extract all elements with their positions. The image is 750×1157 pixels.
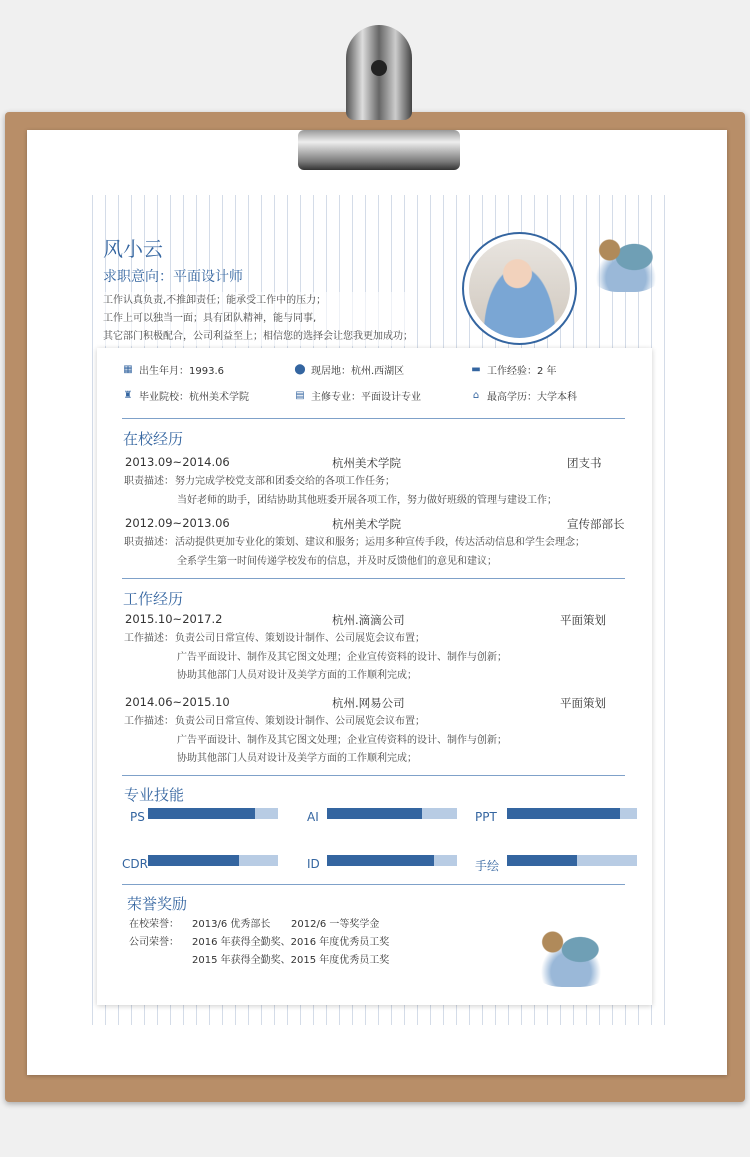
info-item [294,362,404,377]
entry-role: 宣传部部长 [567,517,625,531]
entry-label: 职责描述： [124,476,174,487]
skill-bar-fill [327,855,434,866]
skill-bar-fill [327,808,422,819]
entry-organization: 杭州美术学院 [332,456,401,470]
honor-item: 2013/6 优秀部长 [192,919,271,930]
self-intro [103,292,413,346]
skill-bar [327,855,457,866]
bird-illustration [525,912,617,987]
briefcase-icon: ▬ [471,364,481,375]
section-title-honors: 荣誉奖励 [127,895,188,913]
info-text: 出生年月：1993.6 [139,366,224,377]
info-text: 毕业院校：杭州美术学院 [139,392,249,403]
intro-line: 其它部门积极配合，公司利益至上；相信您的选择会让您我更加成功； [103,331,413,342]
skill-bar [507,808,637,819]
section-title-school: 在校经历 [123,430,184,448]
entry-label: 职责描述： [124,537,174,548]
intro-line: 工作认真负责,不推卸责任；能承受工作中的压力； [103,295,327,306]
entry-line: 全系学生第一时间传递学校发布的信息，并及时反馈他们的意见和建议； [177,555,497,567]
entry-organization: 杭州.网易公司 [332,696,405,710]
info-item [470,388,577,403]
honor-school-label: 在校荣誉： [129,919,179,930]
skill-label-ID: ID [307,857,320,871]
entry-organization: 杭州.滴滴公司 [332,613,405,627]
entry-line: 广告平面设计、制作及其它图文处理；企业宣传资料的设计、制作与创新； [177,651,507,663]
entry-organization: 杭州美术学院 [332,517,401,531]
applicant-name: 风小云 [103,237,163,261]
divider [122,578,625,579]
school-icon: ♜ [123,390,133,401]
skill-bar-fill [148,808,255,819]
skill-bar-fill [507,808,620,819]
skill-bar-fill [507,855,577,866]
entry-line: 协助其他部门人员对设计及美学方面的工作顺利完成； [177,670,417,681]
skill-bar [327,808,457,819]
divider [122,884,625,885]
skill-label-手绘: 手绘 [475,859,500,873]
honor-item: 2016 年获得全勤奖、2016 年度优秀员工奖 [192,937,390,948]
skill-label-CDR: CDR [122,857,148,871]
entry-date: 2013.09~2014.06 [125,455,230,469]
info-text: 最高学历：大学本科 [487,392,577,403]
divider [122,775,625,776]
entry-role: 平面策划 [560,613,606,627]
binder-clip [298,25,460,170]
entry-date: 2014.06~2015.10 [125,695,230,709]
entry-line: 负责公司日常宣传、策划设计制作、公司展览会议布置； [175,716,425,727]
bird-illustration [585,222,667,292]
document-icon: ▤ [295,390,305,401]
skill-label-PPT: PPT [475,810,497,824]
entry-line: 努力完成学校党支部和团委交给的各项工作任务； [175,476,395,487]
location-icon: ⬤ [294,364,306,375]
entry-role: 团支书 [567,456,602,470]
entry-date: 2012.09~2013.06 [125,516,230,530]
info-item [470,362,557,377]
info-text: 现居地：杭州.西湖区 [311,366,405,377]
graduation-cap-icon: ⌂ [472,390,480,401]
entry-line: 负责公司日常宣传、策划设计制作、公司展览会议布置； [175,633,425,644]
resume-card [97,348,652,1005]
job-intent: 求职意向：平面设计师 [103,269,243,285]
info-item [122,388,249,403]
entry-line: 协助其他部门人员对设计及美学方面的工作顺利完成； [177,753,417,764]
skill-bar-fill [148,855,239,866]
entry-date: 2015.10~2017.2 [125,612,223,626]
entry-role: 平面策划 [560,696,606,710]
section-title-skills: 专业技能 [124,786,185,804]
info-item [122,362,224,377]
resume-header [103,233,413,346]
entry-line: 当好老师的助手，团结协助其他班委开展各项工作，努力做好班级的管理与建设工作； [177,494,557,506]
entry-label: 工作描述： [124,633,174,644]
skill-bar [507,855,637,866]
intro-line: 工作上可以独当一面；具有团队精神，能与同事, [103,313,317,324]
entry-label: 工作描述： [124,716,174,727]
honor-item: 2015 年获得全勤奖、2015 年度优秀员工奖 [192,955,390,966]
calendar-icon: ▦ [123,364,133,375]
info-item [294,388,421,403]
honor-item: 2012/6 一等奖学金 [291,919,380,930]
divider [122,418,625,419]
profile-photo [462,232,577,345]
section-title-work: 工作经历 [123,590,184,608]
info-text: 工作经验：2 年 [487,366,557,377]
entry-line: 活动提供更加专业化的策划、建议和服务；运用多种宣传手段，传达活动信息和学生会理念； [175,537,585,548]
skill-bar [148,808,278,819]
skill-bar [148,855,278,866]
skill-label-AI: AI [307,810,319,824]
entry-line: 广告平面设计、制作及其它图文处理；企业宣传资料的设计、制作与创新； [177,734,507,746]
info-text: 主修专业：平面设计专业 [311,392,421,403]
skill-label-PS: PS [130,810,145,824]
honor-company-label: 公司荣誉： [129,937,179,948]
